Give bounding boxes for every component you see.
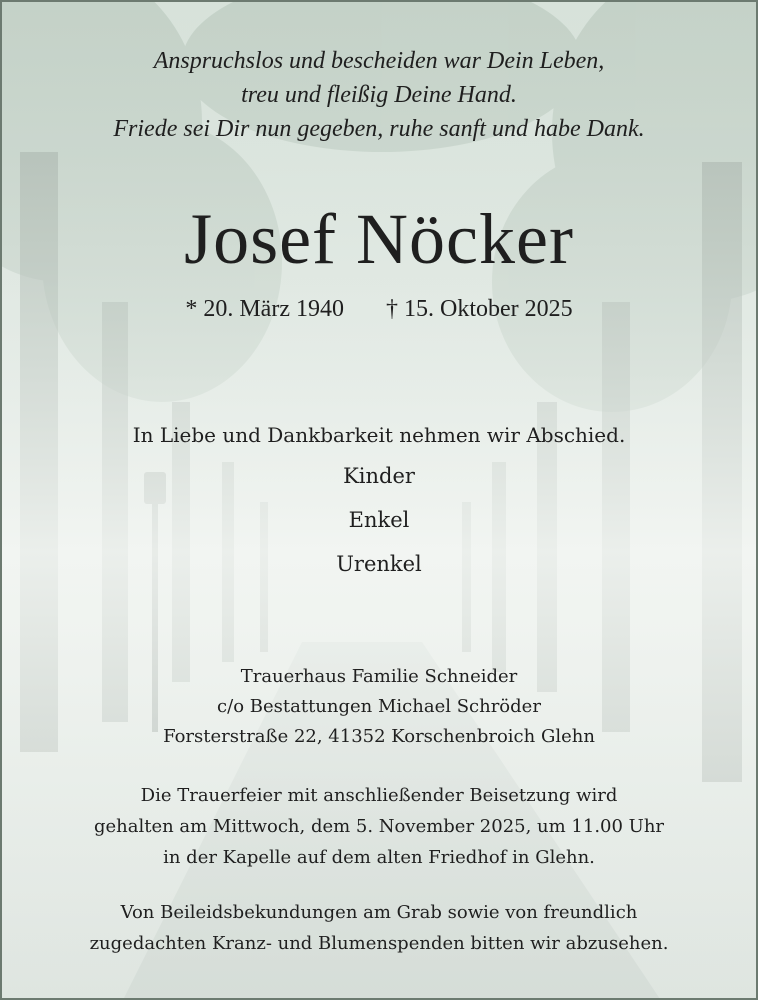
farewell-text: In Liebe und Dankbarkeit nehmen wir Abschied. xyxy=(132,423,626,447)
ceremony-line-1: Die Trauerfeier mit anschließender Beisetzung wird xyxy=(140,785,618,806)
mourner-great-grandchildren: Urenkel xyxy=(336,552,422,576)
deceased-name: Josef Nöcker xyxy=(184,199,574,279)
condolence-line-2: zugedachten Kranz- und Blumenspenden bitten wir abzusehen. xyxy=(89,933,669,954)
life-dates xyxy=(2,294,756,324)
address-line-1: Trauerhaus Familie Schneider xyxy=(240,666,518,687)
death-date: † 15. Oktober 2025 xyxy=(385,296,573,322)
address-line-3: Forsterstraße 22, 41352 Korschenbroich Glehn xyxy=(163,726,595,747)
mourner-children: Kinder xyxy=(343,464,415,488)
ceremony-line-3: in der Kapelle auf dem alten Friedhof in Glehn. xyxy=(163,847,595,868)
motto-line-3: Friede sei Dir nun gegeben, ruhe sanft und habe Dank. xyxy=(113,116,645,142)
obituary-content xyxy=(2,2,756,998)
motto-line-2: treu und fleißig Deine Hand. xyxy=(241,82,517,108)
ceremony-line-2: gehalten am Mittwoch, dem 5. November 2025, um 11.00 Uhr xyxy=(93,816,665,837)
condolence-line-1: Von Beileidsbekundungen am Grab sowie von freundlich xyxy=(120,902,638,923)
birth-date: * 20. März 1940 xyxy=(185,296,344,322)
address-line-2: c/o Bestattungen Michael Schröder xyxy=(217,696,541,717)
mourner-grandchildren: Enkel xyxy=(348,508,410,532)
motto-line-1: Anspruchslos und bescheiden war Dein Leben, xyxy=(153,48,605,74)
